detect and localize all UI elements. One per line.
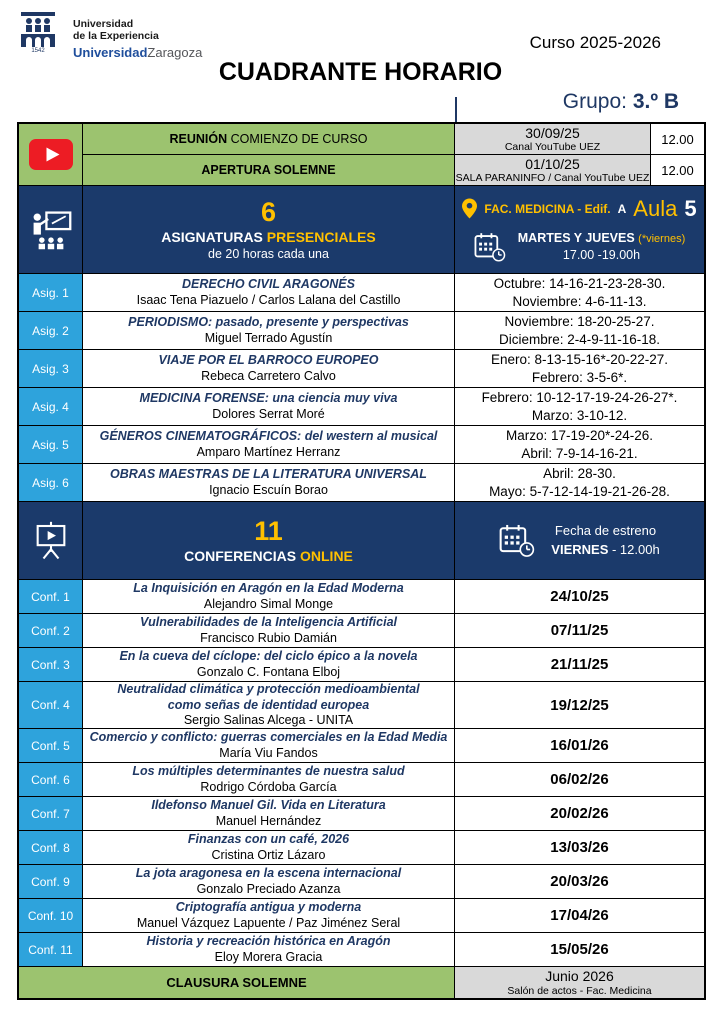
event-time: 12.00 — [651, 124, 704, 155]
conf-title-cell: La jota aragonesa en la escena internacional Gonzalo Preciado Azanza — [83, 865, 455, 899]
asig-dates-cell: Noviembre: 18-20-25-27. Diciembre: 2-4-9-11-16-18. — [455, 312, 704, 350]
table-row-conf-10 — [19, 899, 704, 933]
conf-date-cell: 17/04/26 — [455, 899, 704, 933]
logo-brand: UniversidadZaragoza — [73, 44, 203, 60]
asig-label: Asig. 6 — [19, 464, 83, 502]
asig-dates-cell: Enero: 8-13-15-16*-20-22-27. Febrero: 3-5-6*. — [455, 350, 704, 388]
event-date: 30/09/25 Canal YouTube UEZ — [455, 124, 651, 155]
conf-date-cell: 16/01/26 — [455, 729, 704, 763]
conf-label: Conf. 6 — [19, 763, 83, 797]
table-row-conf-5 — [19, 729, 704, 763]
event-title: APERTURA SOLEMNE — [83, 155, 455, 186]
table-row-conf-11 — [19, 933, 704, 967]
table-row-conf-2 — [19, 614, 704, 648]
conf-date-cell: 20/02/26 — [455, 797, 704, 831]
conferencias-premiere: Fecha de estreno VIERNES - 12.00h — [455, 502, 704, 580]
conf-label: Conf. 7 — [19, 797, 83, 831]
youtube-icon-cell — [19, 124, 83, 186]
teacher-blackboard-icon — [29, 209, 73, 251]
conf-label: Conf. 5 — [19, 729, 83, 763]
table-row-conf-9 — [19, 865, 704, 899]
asig-title-cell: DERECHO CIVIL ARAGONÉS Isaac Tena Piazuelo / Carlos Lalana del Castillo — [83, 274, 455, 312]
conf-title-cell: En la cueva del cíclope: del ciclo épico a la novela Gonzalo C. Fontana Elboj — [83, 648, 455, 682]
event-title: REUNIÓN COMIENZO DE CURSO — [83, 124, 455, 155]
asig-dates-cell: Marzo: 17-19-20*-24-26. Abril: 7-9-14-16-21. — [455, 426, 704, 464]
logo-line1: Universidad — [73, 18, 134, 30]
group-label: Grupo: 3.º B — [562, 90, 679, 113]
text-caret — [455, 97, 457, 122]
conf-label: Conf. 4 — [19, 682, 83, 729]
table-row-asig-3 — [19, 350, 704, 388]
screen-icon-cell — [19, 502, 83, 580]
conf-label: Conf. 8 — [19, 831, 83, 865]
conf-label: Conf. 2 — [19, 614, 83, 648]
table-row-apertura — [83, 155, 704, 186]
conf-title-cell: Neutralidad climática y protección medioambiental como señas de identidad europea Sergio Salinas Alcega - UNITA — [83, 682, 455, 729]
conf-title-cell: Comercio y conflicto: guerras comerciales en la Edad Media María Viu Fandos — [83, 729, 455, 763]
logo-line2: de la Experiencia — [73, 29, 159, 42]
seal-year: 1542 — [31, 48, 45, 52]
asig-title-cell: GÉNEROS CINEMATOGRÁFICOS: del western al musical Amparo Martínez Herranz — [83, 426, 455, 464]
table-row-asig-5 — [19, 426, 704, 464]
teacher-icon-cell — [19, 186, 83, 274]
conf-date-cell: 20/03/26 — [455, 865, 704, 899]
event-time: 12.00 — [651, 155, 704, 186]
asig-title-cell: MEDICINA FORENSE: una ciencia muy viva Dolores Serrat Moré — [83, 388, 455, 426]
asig-label: Asig. 5 — [19, 426, 83, 464]
asig-label: Asig. 1 — [19, 274, 83, 312]
conf-label: Conf. 9 — [19, 865, 83, 899]
schedule-table — [17, 122, 706, 1000]
event-date: 01/10/25 SALA PARANINFO / Canal YouTube UEZ — [455, 155, 650, 185]
asignaturas-count: 6 — [260, 197, 277, 228]
conferencias-count: 11 — [254, 516, 283, 547]
conf-date-cell: 15/05/26 — [455, 933, 704, 967]
table-row-conf-3 — [19, 648, 704, 682]
calendar-clock-icon — [499, 524, 535, 557]
university-seal-icon — [16, 12, 62, 52]
conf-title-cell: Criptografía antigua y moderna Manuel Vázquez Lapuente / Paz Jiménez Seral — [83, 899, 455, 933]
clausura-title-cell: CLAUSURA SOLEMNE — [19, 967, 455, 998]
asig-dates-cell: Febrero: 10-12-17-19-24-26-27*. Marzo: 3-10-12. — [455, 388, 704, 426]
asignaturas-location: FAC. MEDICINA - Edif. A Aula 5 MARTES Y JUEVES (*viernes) 17.00 -19.00h — [455, 186, 704, 274]
youtube-icon — [29, 139, 73, 170]
asig-title-cell: OBRAS MAESTRAS DE LA LITERATURA UNIVERSAL Ignacio Escuín Borao — [83, 464, 455, 502]
conf-label: Conf. 10 — [19, 899, 83, 933]
conf-title-cell: Ildefonso Manuel Gil. Vida en Literatura Manuel Hernández — [83, 797, 455, 831]
conf-title-cell: Vulnerabilidades de la Inteligencia Artificial Francisco Rubio Damián — [83, 614, 455, 648]
conf-date-cell: 19/12/25 — [455, 682, 704, 729]
location-pin-icon — [462, 198, 477, 219]
table-row-clausura — [19, 967, 704, 998]
conf-date-cell: 07/11/25 — [455, 614, 704, 648]
logo-text — [73, 12, 202, 60]
asignaturas-header — [19, 186, 704, 274]
table-row-asig-6 — [19, 464, 704, 502]
conf-date-cell: 21/11/25 — [455, 648, 704, 682]
top-events-rows — [19, 124, 704, 186]
conf-title-cell: Los múltiples determinantes de nuestra salud Rodrigo Córdoba García — [83, 763, 455, 797]
table-row-asig-4 — [19, 388, 704, 426]
asignaturas-title: 6 ASIGNATURAS PRESENCIALES de 20 horas cada una — [83, 186, 455, 274]
table-row-conf-4 — [19, 682, 704, 729]
asig-dates-cell: Octubre: 14-16-21-23-28-30. Noviembre: 4-6-11-13. — [455, 274, 704, 312]
university-logo — [16, 12, 202, 60]
conf-date-cell: 13/03/26 — [455, 831, 704, 865]
conf-label: Conf. 1 — [19, 580, 83, 614]
table-row-reunion — [83, 124, 704, 155]
table-row-asig-2 — [19, 312, 704, 350]
conf-date-cell: 06/02/26 — [455, 763, 704, 797]
course-year: Curso 2025-2026 — [529, 33, 661, 52]
conferencias-title: 11 CONFERENCIAS ONLINE — [83, 502, 455, 580]
table-row-conf-7 — [19, 797, 704, 831]
conf-label: Conf. 11 — [19, 933, 83, 967]
table-row-conf-8 — [19, 831, 704, 865]
calendar-clock-icon — [474, 232, 506, 262]
table-row-conf-1 — [19, 580, 704, 614]
asig-dates-cell: Abril: 28-30. Mayo: 5-7-12-14-19-21-26-28. — [455, 464, 704, 502]
clausura-date-cell: Junio 2026 Salón de actos - Fac. Medicina — [455, 967, 704, 998]
conf-date-cell: 24/10/25 — [455, 580, 704, 614]
table-row-asig-1 — [19, 274, 704, 312]
asig-label: Asig. 4 — [19, 388, 83, 426]
conf-label: Conf. 3 — [19, 648, 83, 682]
asig-title-cell: VIAJE POR EL BARROCO EUROPEO Rebeca Carretero Calvo — [83, 350, 455, 388]
conf-title-cell: La Inquisición en Aragón en la Edad Moderna Alejandro Simal Monge — [83, 580, 455, 614]
conf-title-cell: Historia y recreación histórica en Aragón Eloy Morera Gracia — [83, 933, 455, 967]
asig-title-cell: PERIODISMO: pasado, presente y perspectivas Miguel Terrado Agustín — [83, 312, 455, 350]
conferencias-header — [19, 502, 704, 580]
asig-label: Asig. 3 — [19, 350, 83, 388]
presentation-screen-icon — [31, 521, 71, 561]
table-row-conf-6 — [19, 763, 704, 797]
conf-title-cell: Finanzas con un café, 2026 Cristina Ortiz Lázaro — [83, 831, 455, 865]
page-title: CUADRANTE HORARIO — [218, 58, 503, 86]
asig-label: Asig. 2 — [19, 312, 83, 350]
